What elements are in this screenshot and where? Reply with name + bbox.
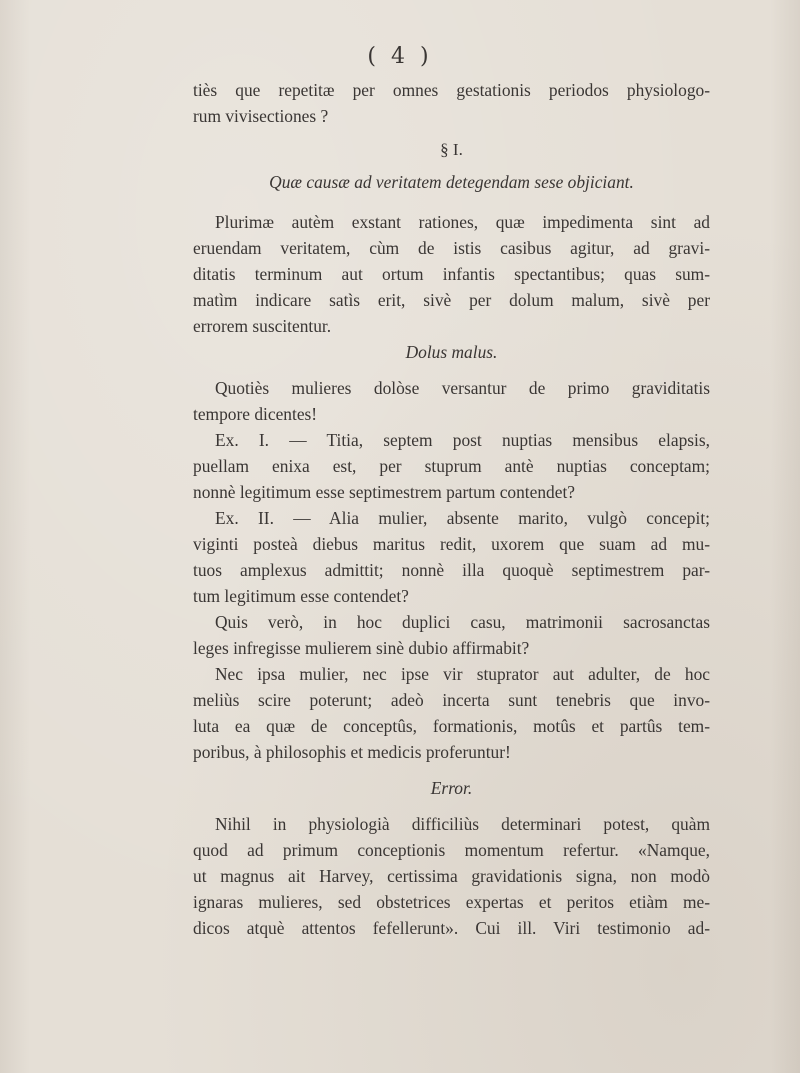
paragraph-line: tuos amplexus admittit; nonnè illa quoquè septimestrem par- xyxy=(193,560,710,580)
paragraph-line: viginti posteà diebus maritus redit, uxorem que suam ad mu- xyxy=(193,534,710,554)
paragraph-line: Quis verò, in hoc duplici casu, matrimonii sacrosanctas xyxy=(215,612,710,632)
paragraph-line: dicos atquè attentos fefellerunt». Cui ill. Viri testimonio ad- xyxy=(193,918,710,938)
paragraph-line: quod ad primum conceptionis momentum refertur. «Namque, xyxy=(193,840,710,860)
paragraph-line: Plurimæ autèm exstant rationes, quæ impedimenta sint ad xyxy=(215,212,710,232)
section-heading: § I. xyxy=(440,140,463,159)
paragraph-line: luta ea quæ de conceptûs, formationis, motûs et partûs tem- xyxy=(193,716,710,736)
subheading-dolus-malus: Dolus malus. xyxy=(405,342,498,362)
paragraph-line: Ex. II. — Alia mulier, absente marito, vulgò concepit; xyxy=(215,508,710,528)
paragraph-line: tempore dicentes! xyxy=(193,404,318,424)
paragraph-line: eruendam veritatem, cùm de istis casibus agitur, ad gravi- xyxy=(193,238,710,258)
text-line: tiès que repetitæ per omnes gestationis periodos physiologo- xyxy=(193,80,710,100)
paragraph-line: matìm indicare satìs erit, sivè per dolum malum, sivè per xyxy=(193,290,710,310)
paragraph-line: nonnè legitimum esse septimestrem partum contendet? xyxy=(193,482,576,502)
subheading-error: Error. xyxy=(430,778,473,798)
paragraph-line: ditatis terminum aut ortum infantis spectantibus; quas sum- xyxy=(193,264,710,284)
paragraph-line: tum legitimum esse contendet? xyxy=(193,586,409,606)
paragraph-line: poribus, à philosophis et medicis proferuntur! xyxy=(193,742,511,762)
paragraph-line: puellam enixa est, per stuprum antè nuptias conceptam; xyxy=(193,456,710,476)
text-line: rum vivisectiones ? xyxy=(193,106,329,126)
paragraph-line: errorem suscitentur. xyxy=(193,316,332,336)
paragraph-line: ignaras mulieres, sed obstetrices expertas et peritos etiàm me- xyxy=(193,892,710,912)
paragraph-line: Ex. I. — Titia, septem post nuptias mensibus elapsis, xyxy=(215,430,710,450)
page-text xyxy=(193,77,710,941)
paragraph-line: meliùs scire poterunt; adeò incerta sunt tenebris que invo- xyxy=(193,690,710,710)
paragraph-line: Nec ipsa mulier, nec ipse vir stuprator aut adulter, de hoc xyxy=(215,664,710,684)
section-subtitle: Quæ causæ ad veritatem detegendam sese objiciant. xyxy=(269,172,634,192)
paragraph-line: Quotiès mulieres dolòse versantur de primo graviditatis xyxy=(215,378,710,398)
paragraph-line: leges infregisse mulierem sinè dubio affirmabit? xyxy=(193,638,530,658)
paragraph-line: ut magnus ait Harvey, certissima gravidationis signa, non modò xyxy=(193,866,710,886)
paragraph-line: Nihil in physiologià difficiliùs determinari potest, quàm xyxy=(215,814,710,834)
page-number: ( 4 ) xyxy=(367,44,433,69)
